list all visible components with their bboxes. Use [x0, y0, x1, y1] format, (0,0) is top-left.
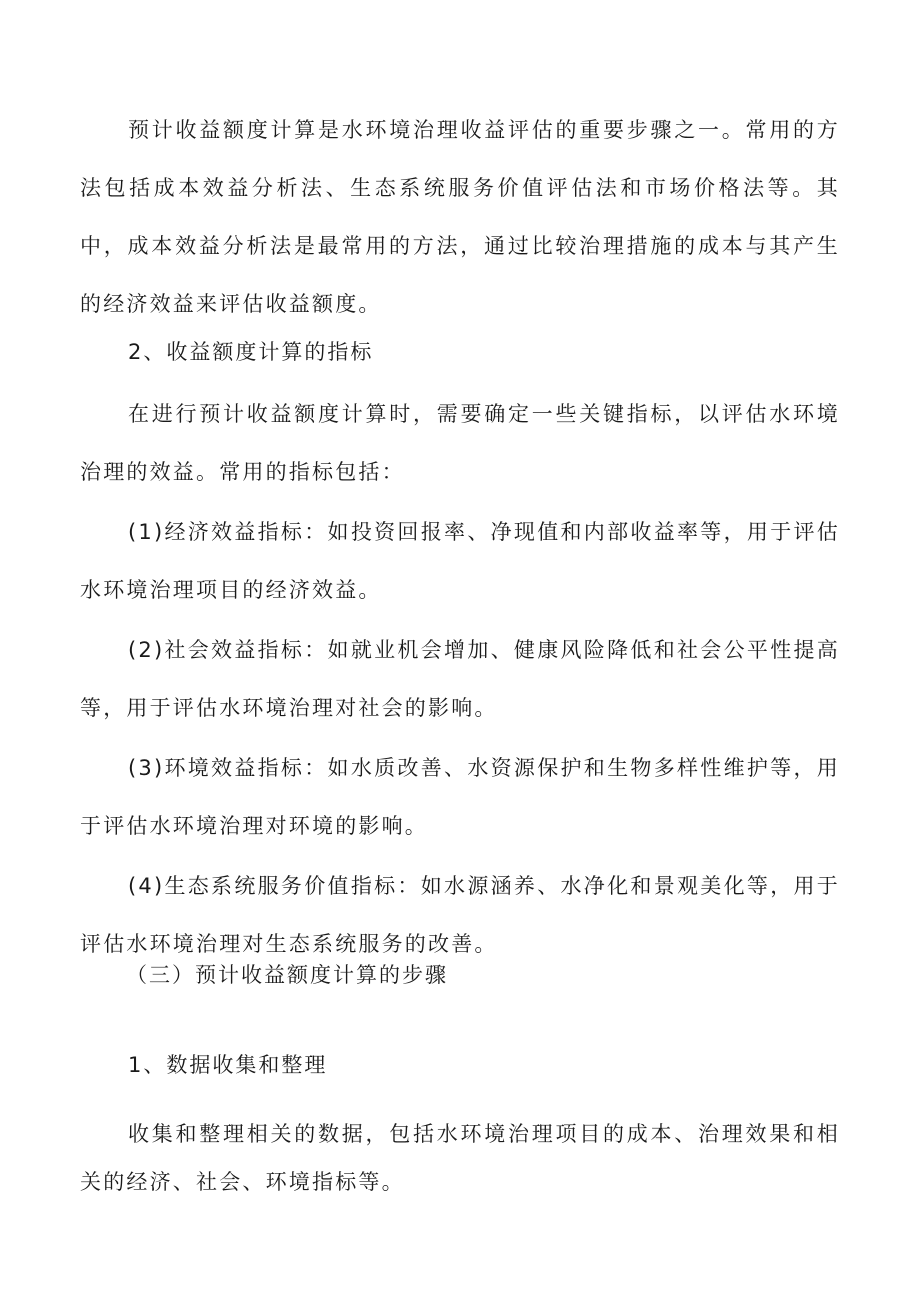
- list-item-social-indicator: (2)社会效益指标：如就业机会增加、健康风险降低和社会公平性提高等，用于评估水环境治理对社会的影响。: [80, 638, 840, 720]
- list-item-ecosystem-indicator: (4)生态系统服务价值指标：如水源涵养、水净化和景观美化等，用于评估水环境治理对生态系统服务的改善。: [80, 874, 840, 956]
- list-item-economic-indicator: (1)经济效益指标：如投资回报率、净现值和内部收益率等，用于评估水环境治理项目的经济效益。: [80, 520, 840, 602]
- heading-data-collection: 1、数据收集和整理: [128, 1053, 328, 1077]
- paragraph-indicators-intro: 在进行预计收益额度计算时，需要确定一些关键指标，以评估水环境治理的效益。常用的指标包括：: [80, 402, 840, 484]
- heading-calculation-steps: （三）预计收益额度计算的步骤: [126, 963, 448, 987]
- heading-indicators: 2、收益额度计算的指标: [128, 340, 374, 364]
- paragraph-data-collection: 收集和整理相关的数据，包括水环境治理项目的成本、治理效果和相关的经济、社会、环境指标等。: [80, 1122, 840, 1194]
- list-item-environmental-indicator: (3)环境效益指标：如水质改善、水资源保护和生物多样性维护等，用于评估水环境治理对环境的影响。: [80, 756, 840, 838]
- paragraph-calculation-methods: 预计收益额度计算是水环境治理收益评估的重要步骤之一。常用的方法包括成本效益分析法、生态系统服务价值评估法和市场价格法等。其中，成本效益分析法是最常用的方法，通过比较治理措施的成本与其产生的经济效益来评估收益额度。: [80, 118, 840, 316]
